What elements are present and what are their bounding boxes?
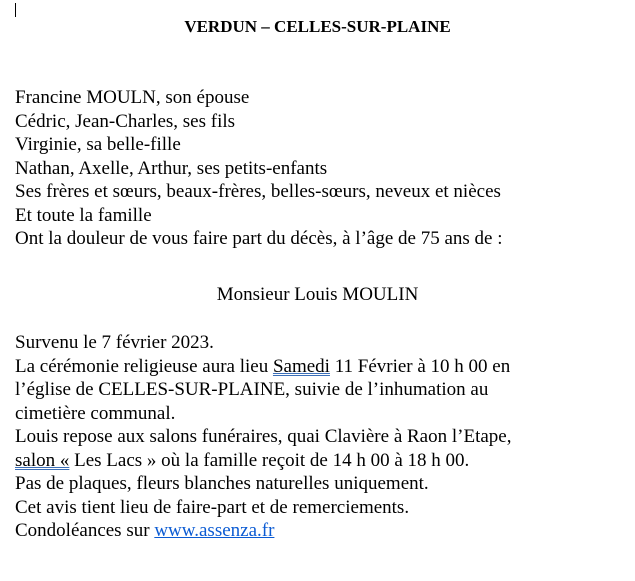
ceremony-line xyxy=(15,355,630,379)
condoleances-link[interactable]: www.assenza.fr xyxy=(154,520,275,541)
salon-text: Les Lacs » où la famille reçoit de 14 h 00 à 18 h 00. xyxy=(69,449,470,471)
ceremony-day: Samedi xyxy=(272,355,330,377)
salon-word: salon « xyxy=(15,449,70,471)
condoleances-text: Condoléances sur xyxy=(15,520,155,541)
ceremony-text: La cérémonie religieuse aura lieu xyxy=(15,355,273,377)
family-list xyxy=(15,86,630,251)
avis-line: Cet avis tient lieu de faire-part et de remerciements. xyxy=(15,496,410,518)
family-line: Cédric, Jean-Charles, ses fils xyxy=(15,110,236,132)
family-line: Nathan, Axelle, Arthur, ses petits-enfants xyxy=(15,157,328,179)
ceremony-line: cimetière communal. xyxy=(15,402,176,424)
salon-line: Louis repose aux salons funéraires, quai Clavière à Raon l’Etape, xyxy=(15,426,512,447)
salon-line xyxy=(15,449,630,473)
text-cursor xyxy=(15,3,16,17)
deceased-name: Monsieur Louis MOULIN xyxy=(216,284,419,305)
date-line: Survenu le 7 février 2023. xyxy=(15,332,214,353)
ceremony-text: 11 Février à 10 h 00 en xyxy=(329,355,511,377)
family-line: Ses frères et sœurs, beaux-frères, belles-sœurs, neveux et nièces xyxy=(15,181,501,202)
announcement-line: Ont la douleur de vous faire part du décès, à l’âge de 75 ans de : xyxy=(15,228,503,249)
family-line: Et toute la famille xyxy=(15,204,152,226)
plaques-line: Pas de plaques, fleurs blanches naturelles uniquement. xyxy=(15,473,429,494)
details-section xyxy=(15,331,630,543)
family-line: Francine MOULN, son épouse xyxy=(15,87,250,108)
page-title: VERDUN – CELLES-SUR-PLAINE xyxy=(184,17,451,36)
ceremony-line: l’église de CELLES-SUR-PLAINE, suivie de l’inhumation au xyxy=(15,379,489,400)
condoleances-line xyxy=(15,519,630,543)
family-line: Virginie, sa belle-fille xyxy=(15,134,181,155)
